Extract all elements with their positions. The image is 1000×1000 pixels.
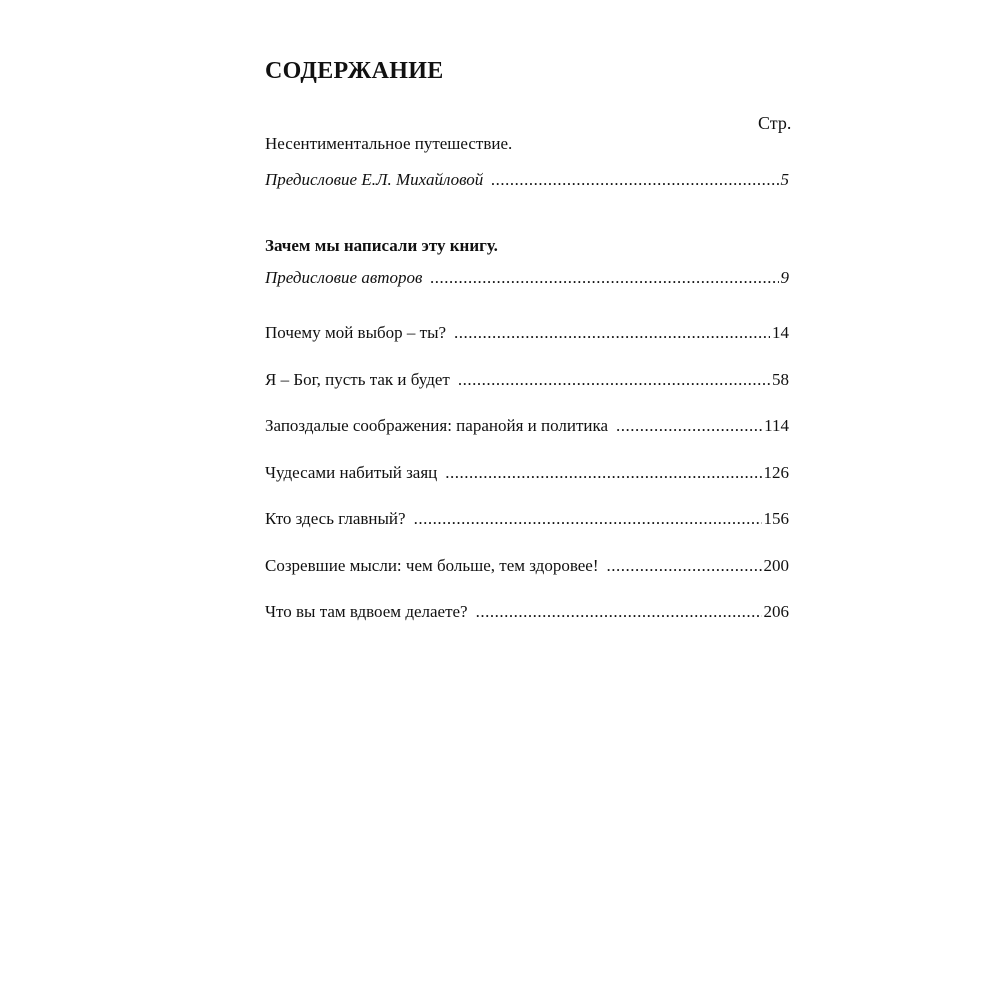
toc-entry-title: Запоздалые соображения: паранойя и политика — [265, 416, 609, 435]
toc-entry-6 — [265, 463, 789, 483]
dot-leader — [491, 170, 778, 190]
dot-leader — [445, 463, 761, 483]
toc-entry-title: Я – Бог, пусть так и будет — [265, 370, 450, 389]
toc-entry-page: 114 — [764, 416, 789, 435]
toc-entry-page: 200 — [763, 556, 789, 575]
toc-entry-4 — [265, 370, 789, 390]
toc-entry-5 — [265, 416, 789, 436]
toc-entry-title: Чудесами набитый заяц — [265, 463, 438, 482]
dot-leader — [454, 323, 770, 343]
toc-entry-page: 126 — [763, 463, 789, 482]
toc-entry-page: 156 — [763, 509, 789, 528]
toc-entry-7 — [265, 509, 789, 529]
toc-entry-9 — [265, 602, 789, 622]
dot-leader — [476, 602, 762, 622]
toc-entry-page: 206 — [763, 602, 789, 621]
toc-entry-title: Предисловие авторов — [265, 268, 423, 287]
toc-heading-1: Несентиментальное путешествие. — [265, 134, 513, 153]
toc-entry-page: 14 — [772, 323, 789, 342]
dot-leader — [430, 268, 778, 288]
toc-entry-title: Кто здесь главный? — [265, 509, 406, 528]
toc-entry-page: 9 — [780, 268, 789, 287]
toc-heading-2: Зачем мы написали эту книгу. — [265, 236, 498, 255]
toc-title: СОДЕРЖАНИЕ — [265, 58, 444, 84]
toc-entry-title: Почему мой выбор – ты? — [265, 323, 447, 342]
toc-entry-title: Предисловие Е.Л. Михайловой — [265, 170, 484, 189]
toc-entry-8 — [265, 556, 789, 576]
toc-entry-page: 58 — [772, 370, 789, 389]
dot-leader — [458, 370, 770, 390]
toc-entry-2 — [265, 268, 789, 288]
toc-entry-title: Что вы там вдвоем делаете? — [265, 602, 468, 621]
dot-leader — [414, 509, 762, 529]
toc-entry-title: Созревшие мысли: чем больше, тем здоровее! — [265, 556, 599, 575]
dot-leader — [607, 556, 762, 576]
toc-entry-3 — [265, 323, 789, 343]
toc-entry-page: 5 — [780, 170, 789, 189]
pages-column-label: Стр. — [758, 113, 792, 133]
dot-leader — [616, 416, 762, 436]
toc-entry-1 — [265, 170, 789, 190]
